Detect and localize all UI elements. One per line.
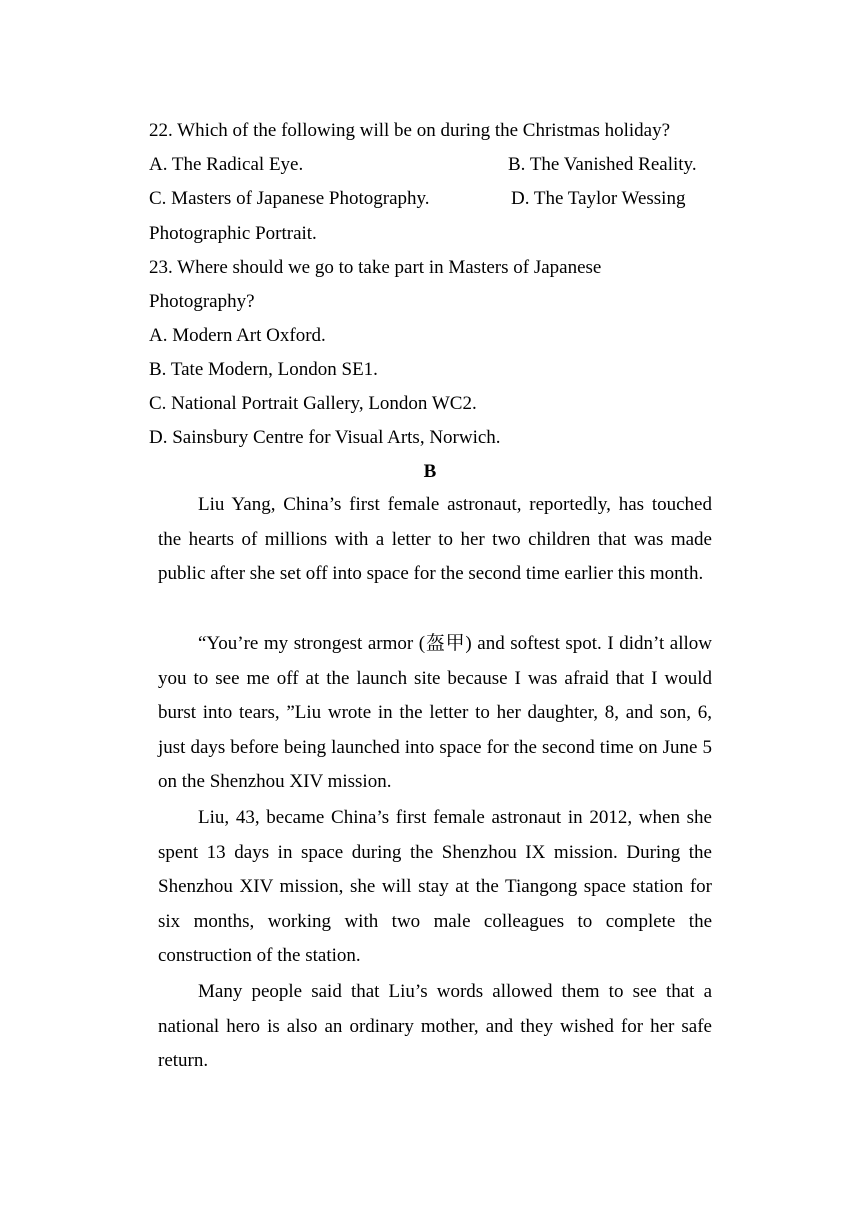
question-23-stem: 23. Where should we go to take part in Masters of Japanese	[149, 257, 602, 278]
passage-paragraph-2: “You’re my strongest armor (盔甲) and softest spot. I didn’t allow you to see me off at the launch site because I was afraid that I would burst into tears, ”Liu wrote in the letter to her daughter, 8, and son, 6, just days before being launched into space for the second time on June 5 on the Shenzhou XIV mission.	[158, 633, 712, 793]
passage-paragraph-4: Many people said that Liu’s words allowed them to see that a national hero is also an ordinary mother, and they wished for her safe return.	[158, 981, 712, 1072]
question-22-option-d: D. The Taylor Wessing	[511, 188, 686, 209]
question-23-option-a: A. Modern Art Oxford.	[149, 325, 326, 346]
passage-paragraph-1: Liu Yang, China’s first female astronaut, reportedly, has touched the hearts of millions with a letter to her two children that was made public after she set off into space for the second time earlier this month.	[158, 494, 712, 585]
question-23-option-d: D. Sainsbury Centre for Visual Arts, Norwich.	[149, 427, 501, 448]
question-23-option-b: B. Tate Modern, London SE1.	[149, 359, 378, 380]
passage-paragraph-3: Liu, 43, became China’s first female astronaut in 2012, when she spent 13 days in space during the Shenzhou IX mission. During the Shenzhou XIV mission, she will stay at the Tiangong space station for six months, working with two male colleagues to complete the construction of the station.	[158, 807, 712, 967]
question-22-option-d-continued: Photographic Portrait.	[149, 223, 317, 244]
question-22-stem: 22. Which of the following will be on during the Christmas holiday?	[149, 120, 671, 141]
question-23-stem-continued: Photography?	[149, 291, 255, 312]
question-22-option-b: B. The Vanished Reality.	[508, 154, 697, 175]
section-heading-b: B	[423, 461, 437, 482]
question-23-option-c: C. National Portrait Gallery, London WC2.	[149, 393, 477, 414]
question-22-option-c: C. Masters of Japanese Photography.	[149, 188, 430, 209]
question-22-option-a: A. The Radical Eye.	[149, 154, 304, 175]
